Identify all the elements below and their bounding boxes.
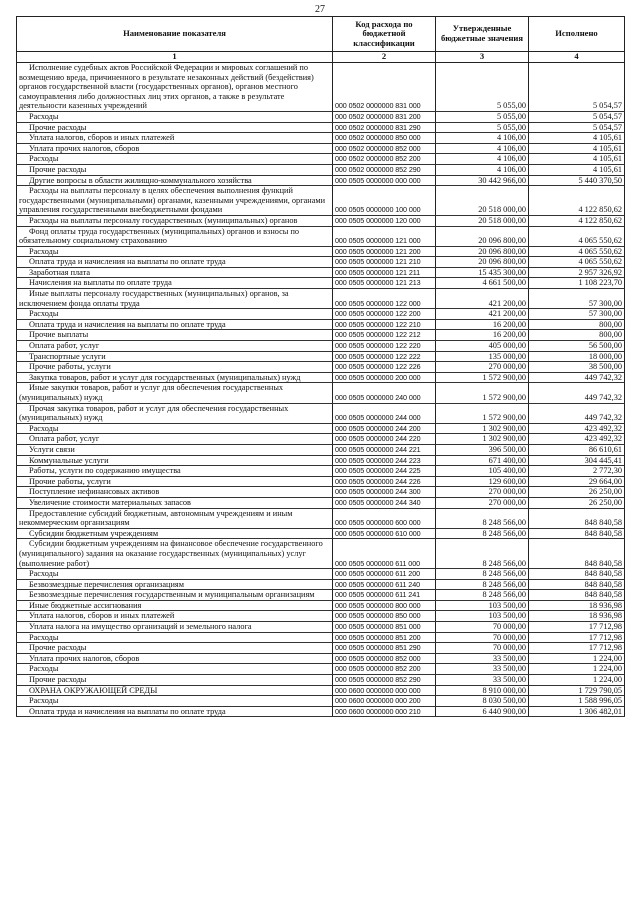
row-executed: 304 445,41 bbox=[529, 455, 625, 466]
row-approved: 5 055,00 bbox=[436, 63, 529, 112]
table-row bbox=[17, 600, 625, 611]
table-row bbox=[17, 133, 625, 144]
row-name: Фонд оплаты труда государственных (муниципальных) органов и взносы по обязательному социальному страхованию bbox=[17, 226, 333, 246]
row-code: 000 0502 0000000 831 200 bbox=[333, 111, 436, 122]
row-approved: 5 055,00 bbox=[436, 111, 529, 122]
row-name: Начисления на выплаты по оплате труда bbox=[17, 278, 333, 289]
row-executed: 4 065 550,62 bbox=[529, 257, 625, 268]
row-code: 000 0600 0000000 000 210 bbox=[333, 706, 436, 717]
table-row bbox=[17, 122, 625, 133]
row-name: Иные закупки товаров, работ и услуг для обеспечения государственных (муниципальных) нужд bbox=[17, 383, 333, 403]
row-code: 000 0505 0000000 852 200 bbox=[333, 664, 436, 675]
table-row bbox=[17, 267, 625, 278]
row-name: Субсидии бюджетным учреждениям на финансовое обеспечение государственного (муниципального) задания на оказание государственных (муниципальных) услуг (выполнение работ) bbox=[17, 539, 333, 569]
row-name: Прочие работы, услуги bbox=[17, 362, 333, 373]
row-name: Предоставление субсидий бюджетным, автономным учреждениям и иным некоммерческим организациям bbox=[17, 508, 333, 528]
row-executed: 86 610,61 bbox=[529, 444, 625, 455]
row-executed: 1 224,00 bbox=[529, 664, 625, 675]
row-approved: 8 248 566,00 bbox=[436, 539, 529, 569]
row-approved: 8 248 566,00 bbox=[436, 579, 529, 590]
table-row bbox=[17, 528, 625, 539]
row-executed: 4 105,61 bbox=[529, 143, 625, 154]
table-row bbox=[17, 383, 625, 403]
row-name: Расходы bbox=[17, 664, 333, 675]
row-approved: 8 248 566,00 bbox=[436, 528, 529, 539]
row-executed: 5 054,57 bbox=[529, 63, 625, 112]
row-executed: 26 250,00 bbox=[529, 497, 625, 508]
table-row bbox=[17, 664, 625, 675]
row-code: 000 0505 0000000 611 240 bbox=[333, 579, 436, 590]
row-approved: 20 518 000,00 bbox=[436, 186, 529, 216]
row-name: Транспортные услуги bbox=[17, 351, 333, 362]
table-row bbox=[17, 351, 625, 362]
row-code: 000 0505 0000000 800 000 bbox=[333, 600, 436, 611]
row-name: Субсидии бюджетным учреждениям bbox=[17, 528, 333, 539]
budget-execution-table bbox=[16, 16, 625, 717]
row-code: 000 0502 0000000 852 290 bbox=[333, 164, 436, 175]
row-code: 000 0505 0000000 000 000 bbox=[333, 175, 436, 186]
row-name: Уплата налогов, сборов и иных платежей bbox=[17, 133, 333, 144]
row-name: Безвозмездные перечисления государственным и муниципальным организациям bbox=[17, 590, 333, 601]
row-code: 000 0505 0000000 122 200 bbox=[333, 309, 436, 320]
row-name: Расходы bbox=[17, 569, 333, 580]
row-name: Прочие расходы bbox=[17, 122, 333, 133]
row-approved: 105 400,00 bbox=[436, 466, 529, 477]
table-row bbox=[17, 309, 625, 320]
row-approved: 4 106,00 bbox=[436, 164, 529, 175]
table-row bbox=[17, 632, 625, 643]
row-approved: 405 000,00 bbox=[436, 341, 529, 352]
row-code: 000 0505 0000000 244 200 bbox=[333, 423, 436, 434]
row-code: 000 0502 0000000 831 290 bbox=[333, 122, 436, 133]
row-name: Прочие расходы bbox=[17, 675, 333, 686]
row-executed: 1 224,00 bbox=[529, 653, 625, 664]
row-executed: 5 440 370,50 bbox=[529, 175, 625, 186]
row-code: 000 0505 0000000 600 000 bbox=[333, 508, 436, 528]
row-approved: 70 000,00 bbox=[436, 643, 529, 654]
row-name: Оплата труда и начисления на выплаты по оплате труда bbox=[17, 319, 333, 330]
row-executed: 57 300,00 bbox=[529, 309, 625, 320]
row-name: Уплата налога на имущество организаций и земельного налога bbox=[17, 622, 333, 633]
row-approved: 30 442 966,00 bbox=[436, 175, 529, 186]
row-code: 000 0502 0000000 852 000 bbox=[333, 143, 436, 154]
row-code: 000 0505 0000000 611 000 bbox=[333, 539, 436, 569]
table-row bbox=[17, 539, 625, 569]
row-executed: 17 712,98 bbox=[529, 632, 625, 643]
row-approved: 270 000,00 bbox=[436, 487, 529, 498]
row-approved: 1 572 900,00 bbox=[436, 403, 529, 423]
row-code: 000 0505 0000000 121 000 bbox=[333, 226, 436, 246]
row-code: 000 0505 0000000 121 211 bbox=[333, 267, 436, 278]
row-approved: 4 106,00 bbox=[436, 133, 529, 144]
row-executed: 2 772,30 bbox=[529, 466, 625, 477]
table-row bbox=[17, 696, 625, 707]
row-code: 000 0505 0000000 120 000 bbox=[333, 215, 436, 226]
row-executed: 423 492,32 bbox=[529, 423, 625, 434]
table-row bbox=[17, 164, 625, 175]
row-executed: 800,00 bbox=[529, 330, 625, 341]
row-approved: 20 096 800,00 bbox=[436, 257, 529, 268]
table-row bbox=[17, 403, 625, 423]
table-row bbox=[17, 706, 625, 717]
row-approved: 1 302 900,00 bbox=[436, 434, 529, 445]
row-code: 000 0505 0000000 850 000 bbox=[333, 611, 436, 622]
row-name: Оплата труда и начисления на выплаты по оплате труда bbox=[17, 257, 333, 268]
header-approved: Утвержденные бюджетные значения bbox=[436, 17, 529, 52]
table-row bbox=[17, 434, 625, 445]
row-approved: 8 248 566,00 bbox=[436, 569, 529, 580]
row-name: Расходы bbox=[17, 632, 333, 643]
table-row bbox=[17, 455, 625, 466]
table-row bbox=[17, 154, 625, 165]
row-name: Расходы на выплаты персоналу государственных (муниципальных) органов bbox=[17, 215, 333, 226]
row-executed: 4 122 850,62 bbox=[529, 186, 625, 216]
row-code: 000 0505 0000000 852 000 bbox=[333, 653, 436, 664]
row-executed: 29 664,00 bbox=[529, 476, 625, 487]
row-name: Расходы bbox=[17, 309, 333, 320]
row-executed: 4 122 850,62 bbox=[529, 215, 625, 226]
table-row bbox=[17, 487, 625, 498]
table-body bbox=[17, 63, 625, 717]
table-row bbox=[17, 643, 625, 654]
row-executed: 17 712,98 bbox=[529, 643, 625, 654]
row-name: Расходы bbox=[17, 154, 333, 165]
row-executed: 5 054,57 bbox=[529, 122, 625, 133]
row-code: 000 0505 0000000 244 225 bbox=[333, 466, 436, 477]
row-code: 000 0505 0000000 244 000 bbox=[333, 403, 436, 423]
table-row bbox=[17, 579, 625, 590]
row-code: 000 0505 0000000 851 290 bbox=[333, 643, 436, 654]
row-name: Расходы bbox=[17, 111, 333, 122]
row-code: 000 0600 0000000 000 200 bbox=[333, 696, 436, 707]
row-approved: 33 500,00 bbox=[436, 664, 529, 675]
table-row bbox=[17, 675, 625, 686]
row-approved: 16 200,00 bbox=[436, 330, 529, 341]
row-executed: 38 500,00 bbox=[529, 362, 625, 373]
table-row bbox=[17, 423, 625, 434]
row-name: Увеличение стоимости материальных запасов bbox=[17, 497, 333, 508]
row-approved: 421 200,00 bbox=[436, 309, 529, 320]
row-approved: 33 500,00 bbox=[436, 675, 529, 686]
row-executed: 848 840,58 bbox=[529, 508, 625, 528]
row-approved: 8 248 566,00 bbox=[436, 590, 529, 601]
row-name: Расходы на выплаты персоналу в целях обеспечения выполнения функций государственными (муниципальными) органами, казенными учреждениями, органами управления государственными внебюджетными фондами bbox=[17, 186, 333, 216]
row-code: 000 0505 0000000 244 221 bbox=[333, 444, 436, 455]
table-row bbox=[17, 508, 625, 528]
row-code: 000 0505 0000000 122 000 bbox=[333, 289, 436, 309]
row-executed: 449 742,32 bbox=[529, 372, 625, 383]
row-code: 000 0600 0000000 000 000 bbox=[333, 685, 436, 696]
row-executed: 423 492,32 bbox=[529, 434, 625, 445]
row-name: Закупка товаров, работ и услуг для государственных (муниципальных) нужд bbox=[17, 372, 333, 383]
row-approved: 4 661 500,00 bbox=[436, 278, 529, 289]
row-executed: 57 300,00 bbox=[529, 289, 625, 309]
row-executed: 5 054,57 bbox=[529, 111, 625, 122]
row-executed: 800,00 bbox=[529, 319, 625, 330]
row-name: Иные выплаты персоналу государственных (муниципальных) органов, за исключением фонда оплаты труда bbox=[17, 289, 333, 309]
row-name: Уплата прочих налогов, сборов bbox=[17, 653, 333, 664]
table-row bbox=[17, 362, 625, 373]
table-row bbox=[17, 497, 625, 508]
row-approved: 20 096 800,00 bbox=[436, 226, 529, 246]
row-code: 000 0505 0000000 122 220 bbox=[333, 341, 436, 352]
row-code: 000 0502 0000000 850 000 bbox=[333, 133, 436, 144]
row-name: Услуги связи bbox=[17, 444, 333, 455]
row-code: 000 0505 0000000 122 212 bbox=[333, 330, 436, 341]
row-name: Заработная плата bbox=[17, 267, 333, 278]
row-executed: 848 840,58 bbox=[529, 539, 625, 569]
row-approved: 70 000,00 bbox=[436, 622, 529, 633]
row-executed: 1 729 790,05 bbox=[529, 685, 625, 696]
row-approved: 1 572 900,00 bbox=[436, 383, 529, 403]
row-code: 000 0505 0000000 121 213 bbox=[333, 278, 436, 289]
row-code: 000 0505 0000000 240 000 bbox=[333, 383, 436, 403]
row-code: 000 0505 0000000 611 241 bbox=[333, 590, 436, 601]
row-executed: 848 840,58 bbox=[529, 569, 625, 580]
row-executed: 56 500,00 bbox=[529, 341, 625, 352]
header-code: Код расхода по бюджетной классификации bbox=[333, 17, 436, 52]
row-executed: 17 712,98 bbox=[529, 622, 625, 633]
row-executed: 1 588 996,05 bbox=[529, 696, 625, 707]
row-executed: 2 957 326,92 bbox=[529, 267, 625, 278]
row-executed: 1 306 482,01 bbox=[529, 706, 625, 717]
row-approved: 1 572 900,00 bbox=[436, 372, 529, 383]
row-approved: 20 518 000,00 bbox=[436, 215, 529, 226]
row-approved: 671 400,00 bbox=[436, 455, 529, 466]
row-approved: 70 000,00 bbox=[436, 632, 529, 643]
row-name: Прочие расходы bbox=[17, 643, 333, 654]
row-name: Уплата налогов, сборов и иных платежей bbox=[17, 611, 333, 622]
row-approved: 103 500,00 bbox=[436, 600, 529, 611]
row-code: 000 0505 0000000 122 226 bbox=[333, 362, 436, 373]
table-row bbox=[17, 653, 625, 664]
row-approved: 270 000,00 bbox=[436, 362, 529, 373]
row-code: 000 0505 0000000 122 210 bbox=[333, 319, 436, 330]
row-code: 000 0505 0000000 100 000 bbox=[333, 186, 436, 216]
row-approved: 135 000,00 bbox=[436, 351, 529, 362]
row-approved: 16 200,00 bbox=[436, 319, 529, 330]
table-row bbox=[17, 143, 625, 154]
row-approved: 129 600,00 bbox=[436, 476, 529, 487]
row-approved: 6 440 900,00 bbox=[436, 706, 529, 717]
table-row bbox=[17, 444, 625, 455]
table-row bbox=[17, 466, 625, 477]
row-approved: 4 106,00 bbox=[436, 143, 529, 154]
row-executed: 848 840,58 bbox=[529, 590, 625, 601]
row-approved: 33 500,00 bbox=[436, 653, 529, 664]
row-executed: 449 742,32 bbox=[529, 403, 625, 423]
table-row bbox=[17, 289, 625, 309]
table-row bbox=[17, 175, 625, 186]
row-name: Уплата прочих налогов, сборов bbox=[17, 143, 333, 154]
row-approved: 421 200,00 bbox=[436, 289, 529, 309]
row-name: Прочие работы, услуги bbox=[17, 476, 333, 487]
table-row bbox=[17, 63, 625, 112]
row-name: Работы, услуги по содержанию имущества bbox=[17, 466, 333, 477]
table-row bbox=[17, 186, 625, 216]
table-row bbox=[17, 246, 625, 257]
row-name: Оплата работ, услуг bbox=[17, 341, 333, 352]
table-row bbox=[17, 319, 625, 330]
row-approved: 8 248 566,00 bbox=[436, 508, 529, 528]
row-executed: 26 250,00 bbox=[529, 487, 625, 498]
row-name: Расходы bbox=[17, 423, 333, 434]
row-code: 000 0505 0000000 610 000 bbox=[333, 528, 436, 539]
table-row bbox=[17, 341, 625, 352]
row-code: 000 0505 0000000 121 210 bbox=[333, 257, 436, 268]
row-code: 000 0505 0000000 852 290 bbox=[333, 675, 436, 686]
row-approved: 4 106,00 bbox=[436, 154, 529, 165]
row-name: Другие вопросы в области жилищно-коммунального хозяйства bbox=[17, 175, 333, 186]
row-approved: 5 055,00 bbox=[436, 122, 529, 133]
page-number: 27 bbox=[315, 4, 325, 15]
row-name: Расходы bbox=[17, 696, 333, 707]
row-executed: 1 108 223,70 bbox=[529, 278, 625, 289]
row-executed: 4 105,61 bbox=[529, 154, 625, 165]
row-code: 000 0505 0000000 851 000 bbox=[333, 622, 436, 633]
row-executed: 848 840,58 bbox=[529, 579, 625, 590]
row-name: Оплата работ, услуг bbox=[17, 434, 333, 445]
row-approved: 270 000,00 bbox=[436, 497, 529, 508]
row-code: 000 0505 0000000 851 200 bbox=[333, 632, 436, 643]
row-code: 000 0505 0000000 121 200 bbox=[333, 246, 436, 257]
table-row bbox=[17, 476, 625, 487]
row-code: 000 0505 0000000 244 300 bbox=[333, 487, 436, 498]
table-row bbox=[17, 372, 625, 383]
row-name: Исполнение судебных актов Российской Федерации и мировых соглашений по возмещению вреда, причиненного в результате незаконных действий (бездействия) органов государственной власти (государственных органов), органов местного самоуправления либо должностных лиц этих органов, а также в результате деятельности казенных учреждений bbox=[17, 63, 333, 112]
row-code: 000 0505 0000000 611 200 bbox=[333, 569, 436, 580]
row-executed: 18 936,98 bbox=[529, 611, 625, 622]
table-row bbox=[17, 590, 625, 601]
column-number-1: 1 bbox=[17, 52, 333, 63]
header-executed: Исполнено bbox=[529, 17, 625, 52]
row-approved: 8 910 000,00 bbox=[436, 685, 529, 696]
row-code: 000 0505 0000000 200 000 bbox=[333, 372, 436, 383]
table-row bbox=[17, 611, 625, 622]
row-executed: 4 065 550,62 bbox=[529, 246, 625, 257]
table-row bbox=[17, 226, 625, 246]
row-executed: 4 105,61 bbox=[529, 133, 625, 144]
row-approved: 15 435 300,00 bbox=[436, 267, 529, 278]
row-name: Оплата труда и начисления на выплаты по оплате труда bbox=[17, 706, 333, 717]
row-name: Коммунальные услуги bbox=[17, 455, 333, 466]
row-executed: 848 840,58 bbox=[529, 528, 625, 539]
row-code: 000 0505 0000000 244 226 bbox=[333, 476, 436, 487]
row-executed: 18 936,98 bbox=[529, 600, 625, 611]
row-name: Прочая закупка товаров, работ и услуг для обеспечения государственных (муниципальных) нужд bbox=[17, 403, 333, 423]
row-executed: 4 065 550,62 bbox=[529, 226, 625, 246]
row-name: Расходы bbox=[17, 246, 333, 257]
row-approved: 20 096 800,00 bbox=[436, 246, 529, 257]
table-row bbox=[17, 257, 625, 268]
row-code: 000 0502 0000000 852 200 bbox=[333, 154, 436, 165]
header-name: Наименование показателя bbox=[17, 17, 333, 52]
row-executed: 449 742,32 bbox=[529, 383, 625, 403]
table-row bbox=[17, 685, 625, 696]
row-approved: 1 302 900,00 bbox=[436, 423, 529, 434]
row-code: 000 0505 0000000 244 223 bbox=[333, 455, 436, 466]
table-row bbox=[17, 278, 625, 289]
row-approved: 8 030 500,00 bbox=[436, 696, 529, 707]
row-name: Прочие расходы bbox=[17, 164, 333, 175]
row-code: 000 0505 0000000 244 220 bbox=[333, 434, 436, 445]
table-row bbox=[17, 330, 625, 341]
row-code: 000 0505 0000000 244 340 bbox=[333, 497, 436, 508]
row-approved: 396 500,00 bbox=[436, 444, 529, 455]
row-code: 000 0505 0000000 122 222 bbox=[333, 351, 436, 362]
table-row bbox=[17, 622, 625, 633]
column-number-2: 2 bbox=[333, 52, 436, 63]
row-name: ОХРАНА ОКРУЖАЮЩЕЙ СРЕДЫ bbox=[17, 685, 333, 696]
table-row bbox=[17, 111, 625, 122]
row-executed: 18 000,00 bbox=[529, 351, 625, 362]
row-executed: 4 105,61 bbox=[529, 164, 625, 175]
row-name: Безвозмездные перечисления организациям bbox=[17, 579, 333, 590]
row-name: Иные бюджетные ассигнования bbox=[17, 600, 333, 611]
table-row bbox=[17, 569, 625, 580]
table-row bbox=[17, 215, 625, 226]
row-approved: 103 500,00 bbox=[436, 611, 529, 622]
column-number-3: 3 bbox=[436, 52, 529, 63]
column-number-4: 4 bbox=[529, 52, 625, 63]
row-name: Прочие выплаты bbox=[17, 330, 333, 341]
row-code: 000 0502 0000000 831 000 bbox=[333, 63, 436, 112]
row-executed: 1 224,00 bbox=[529, 675, 625, 686]
row-name: Поступление нефинансовых активов bbox=[17, 487, 333, 498]
